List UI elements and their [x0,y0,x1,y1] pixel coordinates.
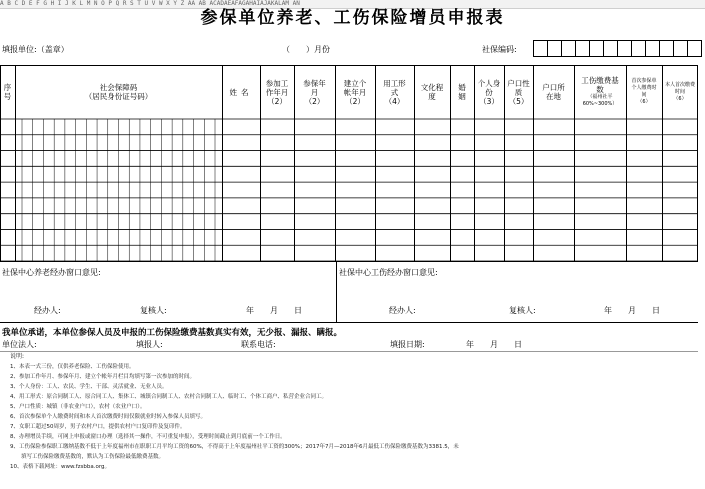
fill-date-label: 填报日期: [390,340,425,349]
code-digit-box[interactable] [617,40,632,57]
legal-rep-label: 单位法人: [2,340,37,349]
note-item: 6、首次参保单个人缴费时间和本人首次缴费时间仅限就业时转入参保人员填写。 [10,414,207,420]
code-digit-box[interactable] [589,40,604,57]
note-item: 1、本表一式三份，仅供养老保险、工伤保险使用。 [10,364,135,370]
column-header [626,65,662,119]
column-header [294,65,335,119]
code-digit-box[interactable] [533,40,548,57]
phone-label: 联系电话: [241,340,276,349]
unit-pledge: 我单位承诺，本单位参保人员及申报的工伤保险缴费基数真实有效，无少报、漏报、瞒报。 [2,328,343,338]
column-header-note: （2） [304,96,325,106]
note-item: 填写工伤保险缴费基数的，默认为工伤保险最低缴费基数。 [10,454,165,460]
column-header [414,65,450,119]
column-header-note: （5） [508,96,529,106]
code-digit-box[interactable] [575,40,590,57]
column-header-label: 参保年月 [303,78,326,97]
sheet-column-strip: A B C D E F G H I J K L M N O P Q R S T U V W X Y Z AA AB ACADAEAFAGAHAIAJAKALAM AN [0,0,705,9]
column-header-label: 工伤缴费基数 [581,76,619,94]
column-header-label: 首次参保单个人缴费时间 [631,78,657,98]
column-header [15,65,222,119]
pension-window-opinion-label: 社保中心养老经办窗口意见: [2,268,101,277]
filler-label: 填报人: [136,340,163,349]
fill-date-value: 年 月 日 [466,340,522,349]
note-item: 9、工伤保险参保职工缴纳基数不低于上年度福州市在职职工月平均工资的60%，不得高于上年度福州社平工资的300%；2017年7月—2018年6月最低工伤保险缴费基数为3381.5，未 [10,444,459,450]
column-header [335,65,375,119]
note-item: 3、个人身份：工人、农民、学生、干部、灵活就业、无业人员。 [10,384,168,390]
column-header-label: 序号 [3,83,12,101]
note-item: 2、参加工作年月、参保年月、建立个帐年月栏目均填写第一次参加的时间。 [10,374,196,380]
column-header-label: 用工形式 [383,78,406,97]
opinion-divider [336,261,337,322]
social-security-code-boxes[interactable] [534,40,702,57]
pension-date-label: 年 月 日 [246,306,302,315]
opinion-bottom-rule [0,322,698,323]
code-digit-box[interactable] [561,40,576,57]
column-header-note: （福州社平60%~300%） [582,94,618,107]
instructions [10,352,700,472]
column-header [504,65,533,119]
registration-table [0,65,698,261]
column-header-label: 个人身份 [477,78,501,97]
column-header [222,65,260,119]
code-digit-box[interactable] [659,40,674,57]
column-header-label: 社会保障码 [99,83,138,92]
unit-label: 填报单位:（盖章） [2,45,69,54]
column-header-label: 姓名 [229,87,253,97]
month-label: （ ）月份 [282,45,330,54]
form-title: 参保单位养老、工伤保险增员申报表 [200,8,505,28]
column-header-note: （6） [637,99,651,105]
column-header-note: （4） [384,96,405,106]
notes-title: 说明: [10,353,25,360]
column-header-label: 本人首次缴费时间 [665,81,696,95]
column-header-label: 建立个帐年月 [343,78,367,97]
column-header-note: （6） [673,95,687,102]
column-header [574,65,626,119]
column-header [533,65,574,119]
note-item: 10、表格下载网址：www.fzsbba.org。 [10,464,111,470]
injury-handler-label: 经办人: [389,306,416,315]
column-header-note: （居民身份证号码） [84,92,153,101]
column-header [375,65,414,119]
column-header [474,65,504,119]
code-digit-box[interactable] [603,40,618,57]
note-item: 8、办理增员手续，可网上申报或窗口办理（选择其一操作，不可重复申报），受理时间截止到月底前一个工作日。 [10,434,286,440]
code-digit-box[interactable] [645,40,660,57]
injury-date-label: 年 月 日 [604,306,660,315]
pension-reviewer-label: 复核人: [140,306,167,315]
column-header-note: （2） [267,96,287,106]
column-header [0,65,15,119]
column-header-label: 婚姻 [458,83,466,101]
note-item: 5、户口性质：城镇（非农业户口），农村（农业户口）。 [10,404,146,410]
injury-window-opinion-label: 社保中心工伤经办窗口意见: [339,268,438,277]
column-header [662,65,698,119]
code-digit-box[interactable] [673,40,688,57]
column-header-label: 户口性质 [507,78,530,97]
injury-reviewer-label: 复核人: [509,306,536,315]
code-digit-box[interactable] [631,40,646,57]
code-digit-box[interactable] [687,40,702,57]
column-header [260,65,294,119]
column-header-label: 户口所在地 [542,83,565,101]
column-header-label: 参加工作年月 [265,78,289,97]
pension-handler-label: 经办人: [34,306,61,315]
column-header-label: 文化程度 [420,83,444,101]
column-header [450,65,474,119]
note-item: 7、女职工超过50周岁，男子农村户口，提供农村户口复印件及复印件。 [10,424,186,430]
opinion-top-rule [0,261,698,262]
column-header-note: （2） [345,96,365,106]
note-item: 4、用工形式：原合同制工人、原合同工人、集体工、城镇合同制工人、农村合同制工人、临时工、个体工商户、私营企业合同工。 [10,394,328,400]
code-digit-box[interactable] [547,40,562,57]
code-label: 社保编码: [482,45,517,54]
column-header-note: （3） [479,96,499,106]
